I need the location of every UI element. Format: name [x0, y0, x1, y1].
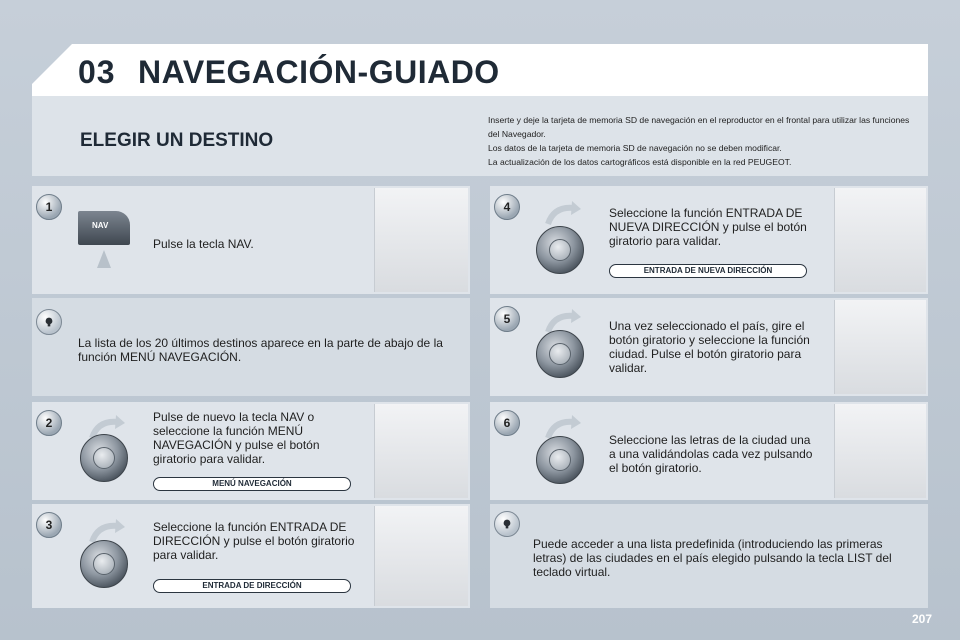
step-4-badge: 4 — [494, 194, 520, 220]
step-2-text: Pulse de nuevo la tecla NAV o seleccione la función MENÚ NAVEGACIÓN y pulse el botón giratorio para validar. — [153, 410, 320, 466]
lightbulb-icon — [494, 511, 520, 537]
rotary-knob-icon — [80, 540, 128, 588]
console-photo — [834, 404, 926, 498]
step-1-badge: 1 — [36, 194, 62, 220]
console-photo — [834, 188, 926, 292]
step-5-text: Una vez seleccionado el país, gire el botón giratorio y seleccione la función ciudad. Pulse el botón giratorio para validar. — [609, 319, 810, 375]
intro-text — [488, 113, 918, 169]
console-photo — [374, 188, 468, 292]
menu-label-pill: ENTRADA DE DIRECCIÓN — [153, 579, 351, 593]
rotary-knob-icon — [536, 436, 584, 484]
console-photo — [834, 300, 926, 394]
rotary-knob-icon — [536, 330, 584, 378]
page-title: NAVEGACIÓN-GUIADO — [138, 54, 500, 90]
rotary-knob-icon — [536, 226, 584, 274]
step-3-text: Seleccione la función ENTRADA DE DIRECCIÓN y pulse el botón giratorio para validar. — [153, 520, 355, 562]
console-photo — [374, 506, 468, 606]
step-1-text: Pulse la tecla NAV. — [153, 237, 254, 251]
step-6-text: Seleccione las letras de la ciudad una a una validándolas cada vez pulsando el botón giratorio. — [609, 433, 813, 475]
step-5-badge: 5 — [494, 306, 520, 332]
intro-line-1: Inserte y deje la tarjeta de memoria SD de navegación en el reproductor en el frontal para utilizar las funciones del Navegador. — [488, 115, 910, 139]
console-photo — [374, 404, 468, 498]
press-arrow-icon — [97, 250, 111, 268]
menu-label-pill: ENTRADA DE NUEVA DIRECCIÓN — [609, 264, 807, 278]
step-2-badge: 2 — [36, 410, 62, 436]
menu-label-pill: MENÚ NAVEGACIÓN — [153, 477, 351, 491]
nav-key-icon: NAV — [78, 211, 130, 245]
rotary-knob-icon — [80, 434, 128, 482]
page-number: 207 — [911, 612, 932, 626]
tip-1-text: La lista de los 20 últimos destinos aparece en la parte de abajo de la función MENÚ NAVEGACIÓN. — [78, 336, 443, 364]
intro-line-2: Los datos de la tarjeta de memoria SD de navegación no se deben modificar. — [488, 143, 782, 153]
intro-line-3: La actualización de los datos cartográficos está disponible en la red PEUGEOT. — [488, 157, 792, 167]
lightbulb-icon — [36, 309, 62, 335]
step-3-badge: 3 — [36, 512, 62, 538]
tip-2-text: Puede acceder a una lista predefinida (introduciendo las primeras letras) de las ciudades en el país elegido pulsando la tecla LIST del teclado virtual. — [533, 537, 892, 579]
chapter-number: 03 — [78, 54, 116, 90]
section-title: ELEGIR UN DESTINO — [80, 130, 274, 151]
step-4-text: Seleccione la función ENTRADA DE NUEVA DIRECCIÓN y pulse el botón giratorio para validar. — [609, 206, 807, 248]
step-6-badge: 6 — [494, 410, 520, 436]
